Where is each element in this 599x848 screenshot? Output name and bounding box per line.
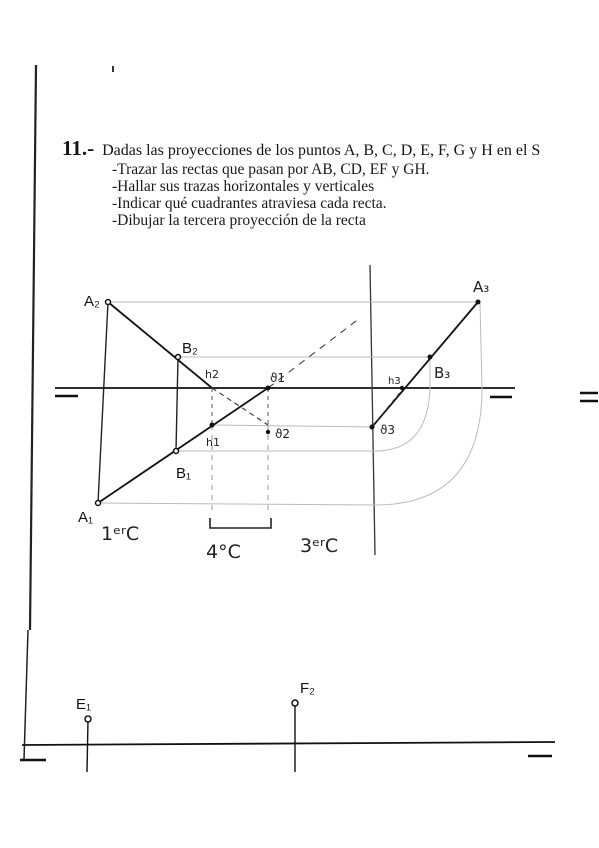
quadrant-note-fourth: 4°C bbox=[206, 541, 241, 563]
line-ab-horizontal-projection bbox=[98, 388, 268, 503]
point-a3 bbox=[476, 300, 481, 305]
margin-line bbox=[30, 65, 36, 630]
reference-line-b bbox=[176, 357, 178, 451]
label-a2: A₂ bbox=[84, 293, 100, 310]
exercise-statement: Dadas las proyecciones de los puntos A, B, C, D, E, F, G y H en el S bbox=[102, 142, 541, 159]
label-v2: ϑ2 bbox=[275, 427, 291, 441]
construction-line bbox=[212, 425, 375, 427]
label-f2: F₂ bbox=[300, 680, 315, 697]
construction-line bbox=[98, 503, 375, 505]
ground-line-ef bbox=[22, 742, 555, 745]
label-b2: B₂ bbox=[182, 340, 198, 357]
trace-v1-point bbox=[266, 386, 271, 391]
point-b1 bbox=[174, 449, 179, 454]
task-item: -Dibujar la tercera proyección de la recta bbox=[112, 212, 366, 229]
ink-mark bbox=[112, 66, 114, 72]
point-a2 bbox=[106, 300, 111, 305]
label-v1: ϑ1 bbox=[270, 371, 286, 385]
quadrant-note-first: 1ᵉʳC bbox=[101, 523, 140, 545]
trace-v3-point bbox=[370, 425, 375, 430]
label-e1: E₁ bbox=[76, 696, 92, 713]
trace-v2-point bbox=[266, 430, 270, 434]
reference-line-e bbox=[87, 720, 88, 772]
trace-h1-point bbox=[210, 423, 215, 428]
label-h3: h3 bbox=[388, 376, 401, 387]
label-h1: h1 bbox=[206, 436, 220, 449]
point-b2 bbox=[176, 355, 181, 360]
label-a1: A₁ bbox=[78, 509, 94, 526]
label-v3: ϑ3 bbox=[380, 423, 396, 437]
label-b1: B₁ bbox=[176, 465, 192, 482]
label-b3: B₃ bbox=[434, 364, 451, 382]
quadrant-note-third: 3ᵉʳC bbox=[300, 535, 339, 557]
quadrant-bracket bbox=[210, 518, 271, 528]
task-item: -Indicar qué cuadrantes atraviesa cada recta. bbox=[112, 195, 387, 212]
profile-axis bbox=[370, 265, 375, 555]
point-f2 bbox=[292, 700, 298, 706]
label-h2: h2 bbox=[205, 368, 219, 381]
point-e1 bbox=[85, 716, 91, 722]
exercise-number: 11.- bbox=[62, 136, 95, 160]
reference-line-a bbox=[98, 302, 108, 503]
point-b3 bbox=[428, 355, 433, 360]
margin-line-lower bbox=[24, 630, 28, 760]
label-a3: A₃ bbox=[473, 278, 490, 296]
task-item: -Trazar las rectas que pasan por AB, CD, EF y GH. bbox=[112, 161, 430, 178]
task-item: -Hallar sus trazas horizontales y verticales bbox=[112, 178, 375, 195]
point-a1 bbox=[96, 501, 101, 506]
